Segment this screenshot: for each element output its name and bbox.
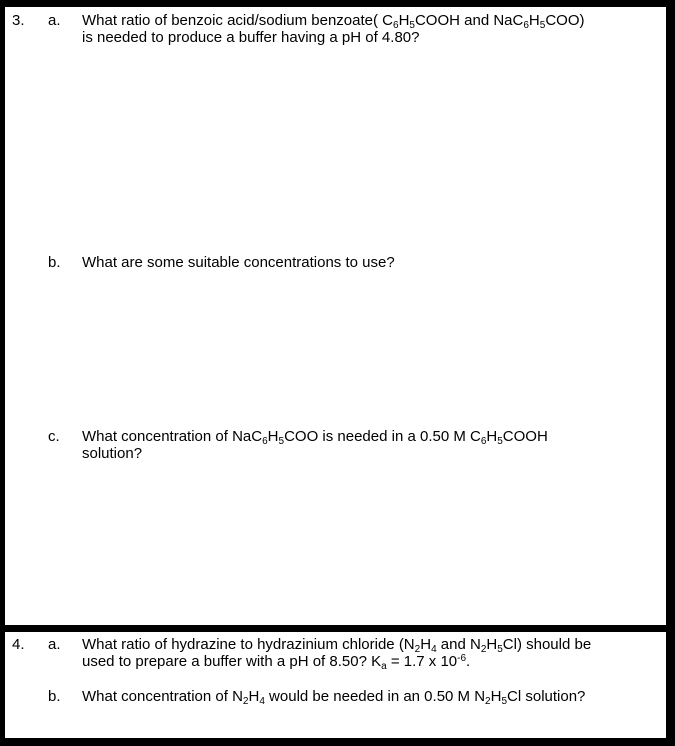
question-3c-text bbox=[82, 428, 662, 462]
question-4a-line-1: What ratio of hydrazine to hydrazinium chloride ($N_2H_4$ and $N_2H_5Cl$) should be bbox=[82, 636, 592, 655]
question-4a-text bbox=[82, 636, 662, 670]
question-4-panel bbox=[5, 632, 666, 738]
question-3c-line-2: solution? bbox=[82, 445, 143, 462]
question-3-panel bbox=[5, 7, 666, 625]
question-4b-letter: b. bbox=[48, 688, 61, 705]
question-3-number: 3. bbox=[12, 12, 25, 29]
question-3a-letter: a. bbox=[48, 12, 61, 29]
question-4-number: 4. bbox=[12, 636, 25, 653]
question-4b-text bbox=[82, 688, 662, 705]
question-3a-line-2: is needed to produce a buffer having a pH of 4.80? bbox=[82, 29, 420, 46]
question-3b-text: What are some suitable concentrations to use? bbox=[82, 254, 395, 271]
question-3a-text bbox=[82, 12, 662, 46]
question-3c-letter: c. bbox=[48, 428, 60, 445]
question-4a-letter: a. bbox=[48, 636, 61, 653]
question-4b-line-1: What concentration of $N_2H_4$ would be needed in an 0.50 M $N_2H_5Cl$ solution? bbox=[82, 688, 586, 707]
question-3b-letter: b. bbox=[48, 254, 61, 271]
question-3c-line-1: What concentration of $NaC_6H_5COO$ is needed in a 0.50 M $C_6H_5COOH$ bbox=[82, 428, 548, 447]
question-3a-line-1: What ratio of benzoic acid/sodium benzoate( $C_6H_5COOH$ and $NaC_6H_5COO$) bbox=[82, 12, 585, 31]
question-4a-line-2: used to prepare a buffer with a pH of 8.50? $K_a = 1.7$ x $10^{-6}$. bbox=[82, 653, 471, 672]
